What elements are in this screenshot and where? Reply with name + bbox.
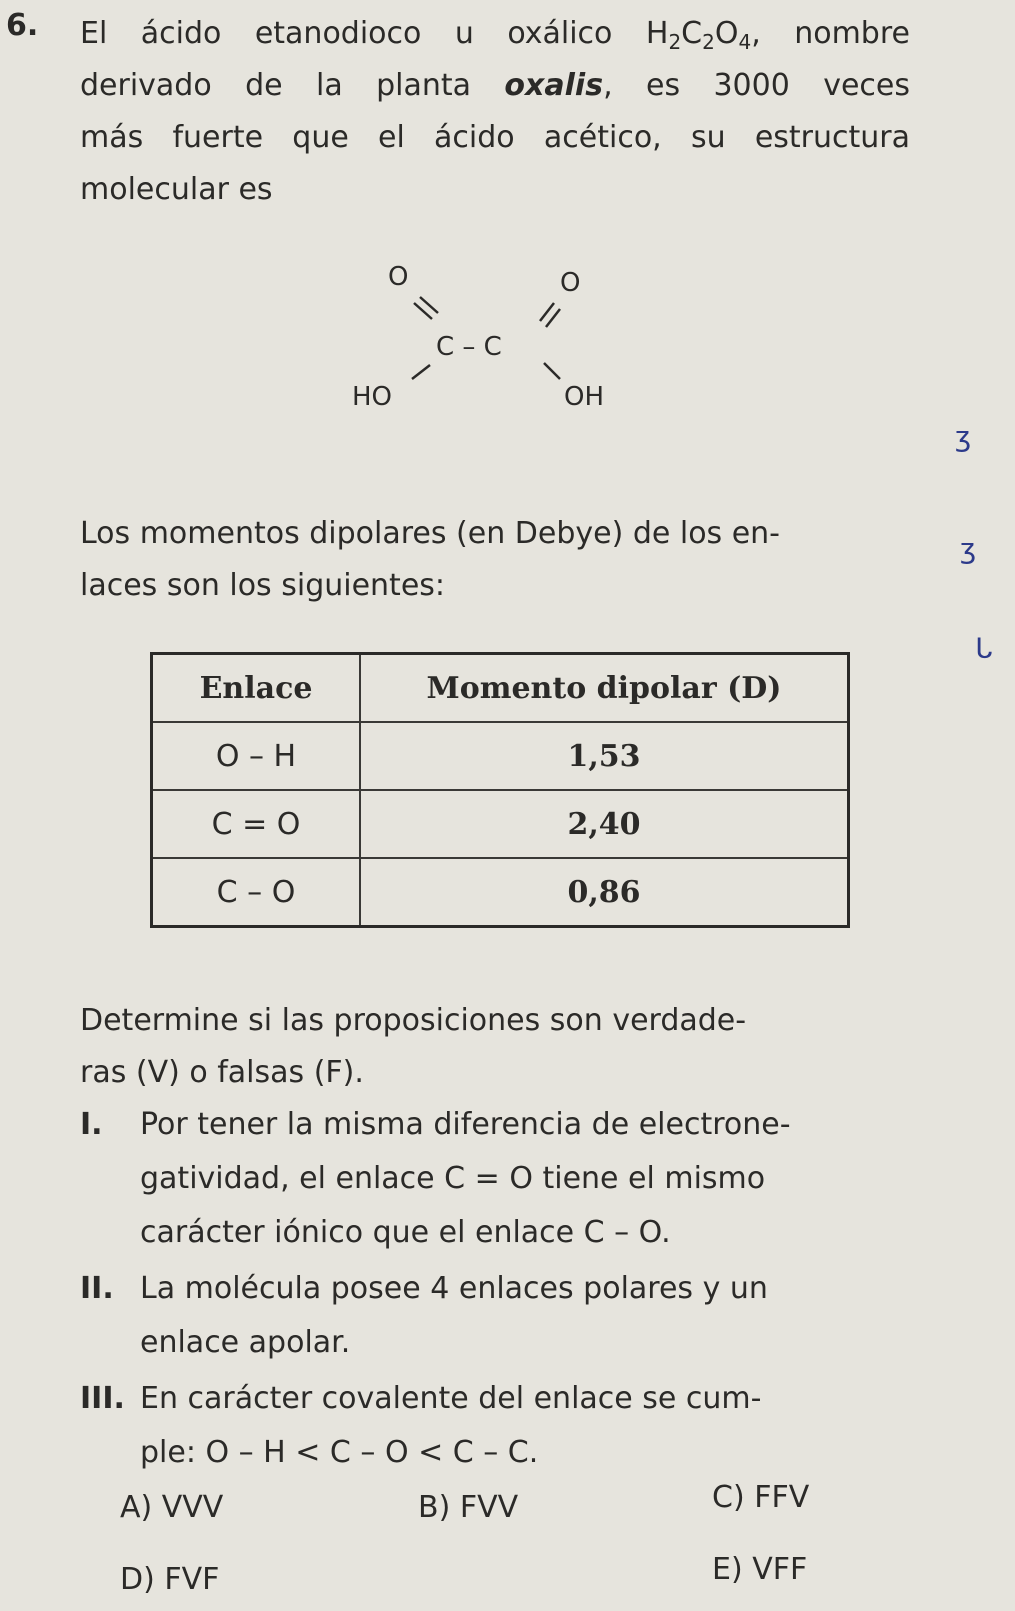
dipole-cell: 1,53 — [360, 722, 849, 790]
single-bond-right — [544, 363, 560, 379]
question-number: 6. — [6, 8, 39, 43]
atom-ho: HO — [352, 382, 393, 412]
header-bond: Enlace — [152, 654, 361, 723]
atom-o-left: O — [388, 262, 409, 292]
question-intro — [80, 8, 910, 216]
intro-line-2: derivado de la planta oxalis, es 3000 veces — [80, 68, 910, 103]
dipole-table — [150, 652, 850, 928]
c-c-bond-label: C – C — [436, 332, 502, 362]
bond-cell: O – H — [152, 722, 361, 790]
dipole-intro: Los momentos dipolares (en Debye) de los en- laces son los siguientes: — [80, 516, 781, 603]
handwritten-mark: ʒ — [960, 532, 977, 565]
table-row — [152, 858, 849, 927]
dipole-cell: 2,40 — [360, 790, 849, 858]
option-a[interactable]: A) VVV — [120, 1490, 224, 1525]
formula: $H_2C_2O_4$ — [645, 16, 752, 54]
atom-o-right: O — [560, 268, 581, 298]
atom-oh: OH — [564, 382, 605, 412]
table-row — [152, 790, 849, 858]
bond-cell: C = O — [152, 790, 361, 858]
dipole-cell: 0,86 — [360, 858, 849, 927]
intro-line-4: molecular es — [80, 172, 273, 207]
option-e[interactable]: E) VFF — [712, 1552, 808, 1587]
proposition-3: III. En carácter covalente del enlace se cum- ple: O – H < C – O < C – C. — [80, 1381, 762, 1470]
table-header-row — [152, 654, 849, 723]
proposition-2: II. La molécula posee 4 enlaces polares y un enlace apolar. — [80, 1271, 768, 1360]
handwritten-mark: ᒐ — [975, 632, 993, 665]
option-b[interactable]: B) FVV — [418, 1490, 519, 1525]
header-dipole: Momento dipolar (D) — [360, 654, 849, 723]
molecular-structure — [340, 255, 660, 435]
intro-line-1: El ácido etanodioco u oxálico $H_2C_2O_4$, nombre — [80, 16, 910, 54]
handwritten-mark: ʒ — [955, 420, 972, 453]
option-c[interactable]: C) FFV — [712, 1480, 810, 1515]
option-d[interactable]: D) FVF — [120, 1562, 220, 1597]
table-row — [152, 722, 849, 790]
bond-cell: C – O — [152, 858, 361, 927]
single-bond-left — [412, 365, 430, 379]
oxalic-acid-diagram — [340, 255, 660, 435]
instruction: Determine si las proposiciones son verdade- ras (V) o falsas (F). — [80, 1003, 747, 1090]
proposition-1: I. Por tener la misma diferencia de electrone- gatividad, el enlace C = O tiene el mismo carácter iónico que el enlace C – O. — [80, 1107, 791, 1250]
intro-line-3: más fuerte que el ácido acético, su estructura — [80, 120, 910, 155]
